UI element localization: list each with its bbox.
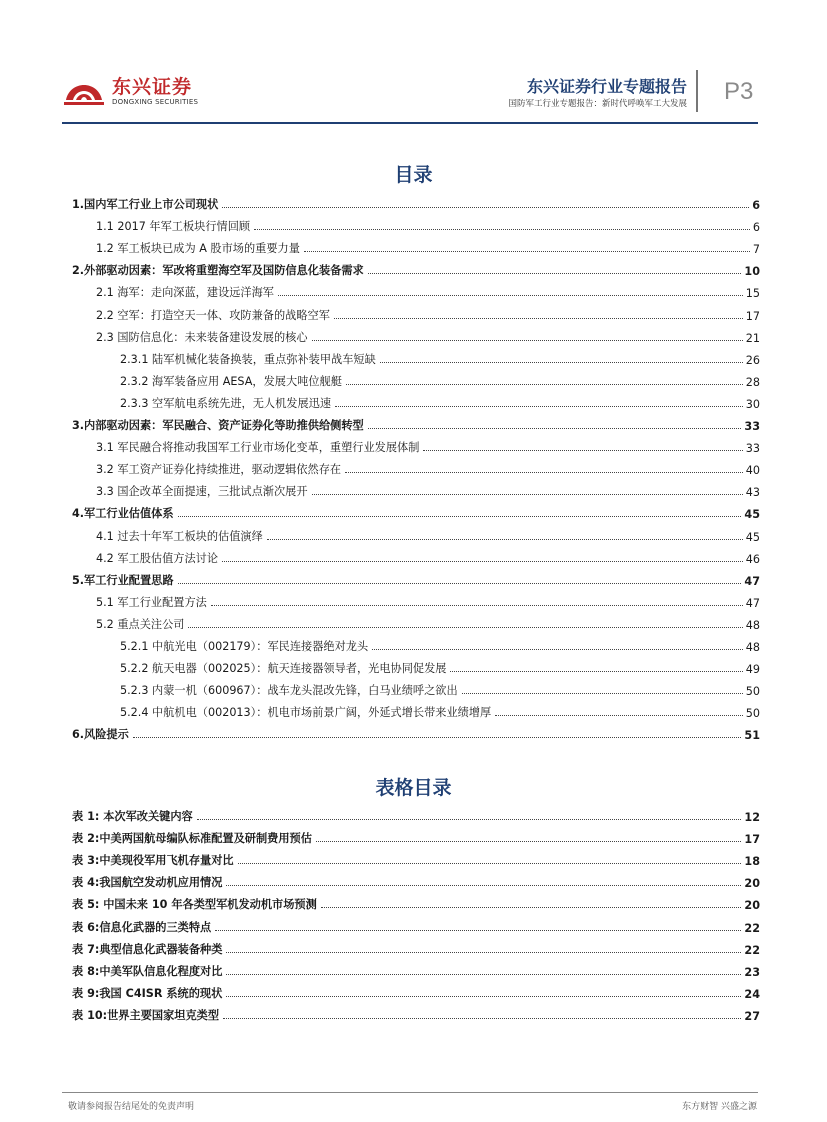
entry-title: 4.1 过去十年军工板块的估值演绎 [96,529,263,543]
dot-leader [334,317,743,319]
header-rule [62,122,758,124]
dot-leader [226,973,741,975]
table-index-title: 表格目录 [375,777,452,799]
entry-page-number: 50 [745,707,760,721]
dot-leader [321,906,742,908]
entry-page-number: 23 [744,965,760,979]
entry-page-number: 48 [745,640,760,654]
dot-leader [450,670,742,672]
dot-leader [197,818,742,820]
entry-title: 3.3 国企改革全面提速，三批试点渐次展开 [96,485,308,499]
entry-title: 1.1 2017 年军工板块行情回顾 [96,220,251,234]
footer-slogan: 东方财智 兴盛之源 [682,1102,757,1112]
entry-title: 1.国内军工行业上市公司现状 [72,198,219,212]
entry-page-number: 30 [745,397,760,411]
toc-entry[interactable] [72,234,760,256]
entry-title: 4.2 军工股估值方法讨论 [96,551,219,565]
table-index-entry[interactable] [72,824,760,846]
dot-leader [238,862,742,864]
entry-title: 5.1 军工行业配置方法 [96,595,207,609]
entry-page-number: 51 [744,729,760,743]
entry-page-number: 47 [745,596,760,610]
entry-title: 5.2.4 中航机电（002013）：机电市场前景广阔，外延式增长带来业绩增厚 [120,706,492,720]
toc-entry[interactable] [72,544,760,566]
toc-entry[interactable] [72,367,760,389]
table-index-entry[interactable] [72,890,760,912]
table-index-entry[interactable] [72,935,760,957]
dot-leader [226,951,741,953]
dot-leader [178,582,742,584]
dot-leader [222,206,749,208]
entry-title: 5.2.2 航天电器（002025）：航天连接器领导者，光电协同促发展 [120,662,447,676]
entry-title: 表 6:信息化武器的三类特点 [72,920,212,934]
dot-leader [254,228,750,230]
dot-leader [226,884,741,886]
entry-page-number: 26 [745,353,760,367]
entry-page-number: 22 [744,921,760,935]
logo-mark-icon [62,70,106,110]
dot-leader [267,538,743,540]
entry-page-number: 50 [745,685,760,699]
toc-entry[interactable] [72,300,760,322]
entry-title: 5.军工行业配置思路 [72,573,174,587]
dot-leader [215,929,741,931]
toc-title: 目录 [394,164,433,186]
entry-title: 2.2 空军：打造空天一体、攻防兼备的战略空军 [96,308,330,322]
entry-title: 2.3.2 海军装备应用 AESA，发展大吨位舰艇 [120,374,342,388]
entry-title: 表 9:我国 C4ISR 系统的现状 [72,986,223,1000]
dot-leader [178,515,742,517]
dot-leader [423,449,742,451]
toc-entry[interactable] [72,566,760,588]
dot-leader [312,493,743,495]
footer-disclaimer: 敬请参阅报告结尾处的免责声明 [68,1102,195,1112]
entry-page-number: 28 [745,375,760,389]
table-index-entry[interactable] [72,868,760,890]
entry-title: 表 5: 中国未来 10 年各类型军机发动机市场预测 [72,898,317,912]
toc-entry[interactable] [72,411,760,433]
toc-entry[interactable] [72,676,760,698]
table-index [72,802,760,1023]
toc-entry[interactable] [72,698,760,720]
entry-title: 3.内部驱动因素：军民融合、资产证券化等助推供给侧转型 [72,419,364,433]
dot-leader [222,560,743,562]
dot-leader [380,361,743,363]
dot-leader [495,714,743,716]
entry-title: 2.3.1 陆军机械化装备换装，重点弥补装甲战车短缺 [120,352,376,366]
dot-leader [372,648,743,650]
entry-title: 2.3.3 空军航电系统先进，无人机发展迅速 [120,396,332,410]
toc-entry[interactable] [72,389,760,411]
entry-page-number: 48 [745,618,760,632]
entry-page-number: 33 [744,420,760,434]
toc-entry[interactable] [72,433,760,455]
toc-entry[interactable] [72,256,760,278]
toc-entry[interactable] [72,278,760,300]
entry-title: 表 1: 本次军改关键内容 [72,810,193,824]
entry-title: 5.2.1 中航光电（002179）：军民连接器绝对龙头 [120,639,369,653]
toc-entry[interactable] [72,499,760,521]
dot-leader [188,626,742,628]
table-index-entry[interactable] [72,1001,760,1023]
entry-page-number: 10 [744,265,760,279]
table-index-entry[interactable] [72,912,760,934]
entry-page-number: 33 [745,442,760,456]
dot-leader [278,294,743,296]
dot-leader [346,383,743,385]
entry-title: 2.3 国防信息化：未来装备建设发展的核心 [96,330,308,344]
entry-page-number: 47 [744,574,760,588]
entry-page-number: 49 [745,663,760,677]
dot-leader [304,250,750,252]
report-subtitle: 国防军工行业专题报告：新时代呼唤军工大发展 [508,99,687,109]
report-title: 东兴证券行业专题报告 [526,77,687,96]
entry-page-number: 21 [745,331,760,345]
dot-leader [226,995,741,997]
entry-title: 表 2:中美两国航母编队标准配置及研制费用预估 [72,832,312,846]
toc-entry[interactable] [72,455,760,477]
entry-title: 1.2 军工板块已成为 A 股市场的重要力量 [96,242,300,256]
dot-leader [223,1017,741,1019]
entry-page-number: 6 [752,221,760,235]
dot-leader [211,604,743,606]
toc-entry[interactable] [72,212,760,234]
toc-entry[interactable] [72,323,760,345]
logo-english-name: DONGXING SECURITIES [112,98,199,106]
entry-page-number: 45 [745,530,760,544]
entry-title: 表 4:我国航空发动机应用情况 [72,876,223,890]
dot-leader [368,427,742,429]
entry-title: 4.军工行业估值体系 [72,507,174,521]
entry-title: 表 8:中美军队信息化程度对比 [72,964,223,978]
dot-leader [462,692,743,694]
entry-title: 3.2 军工资产证券化持续推进，驱动逻辑依然存在 [96,463,342,477]
entry-title: 5.2 重点关注公司 [96,617,185,631]
entry-page-number: 20 [744,877,760,891]
entry-title: 2.外部驱动因素：军改将重塑海空军及国防信息化装备需求 [72,264,364,278]
entry-page-number: 18 [744,855,760,869]
entry-page-number: 40 [745,464,760,478]
entry-page-number: 22 [744,943,760,957]
entry-page-number: 17 [745,309,760,323]
logo-chinese-name: 东兴证券 [112,76,193,98]
footer-rule [62,1092,758,1093]
entry-title: 5.2.3 内蒙一机（600967）：战车龙头混改先锋，白马业绩呼之欲出 [120,684,458,698]
table-index-entry[interactable] [72,802,760,824]
toc-entry[interactable] [72,654,760,676]
toc-entry[interactable] [72,632,760,654]
entry-page-number: 12 [744,811,760,825]
dot-leader [368,272,742,274]
toc-entry[interactable] [72,610,760,632]
toc-entry[interactable] [72,190,760,212]
entry-page-number: 7 [752,243,760,257]
entry-page-number: 17 [744,833,760,847]
entry-title: 表 7:典型信息化武器装备种类 [72,942,223,956]
toc-entry[interactable] [72,588,760,610]
entry-title: 6.风险提示 [72,728,129,742]
dot-leader [312,339,743,341]
dot-leader [133,736,742,738]
entry-title: 3.1 军民融合将推动我国军工行业市场化变革，重塑行业发展体制 [96,441,420,455]
toc-entry[interactable] [72,720,760,742]
entry-title: 表 3:中美现役军用飞机存量对比 [72,854,234,868]
header-divider [696,70,698,112]
page-header [0,0,827,130]
toc-entry[interactable] [72,477,760,499]
entry-page-number: 24 [744,987,760,1001]
dot-leader [345,471,743,473]
entry-page-number: 27 [744,1009,760,1023]
dot-leader [335,405,743,407]
table-index-entry[interactable] [72,979,760,1001]
entry-page-number: 6 [752,199,760,213]
page-number: P3 [724,78,754,105]
table-of-contents [72,190,760,742]
entry-page-number: 43 [745,486,760,500]
entry-page-number: 20 [744,899,760,913]
table-index-entry[interactable] [72,846,760,868]
entry-page-number: 46 [745,552,760,566]
table-index-entry[interactable] [72,957,760,979]
entry-title: 表 10:世界主要国家坦克类型 [72,1008,220,1022]
toc-entry[interactable] [72,521,760,543]
company-logo [62,70,212,114]
entry-page-number: 15 [745,287,760,301]
entry-title: 2.1 海军：走向深蓝，建设远洋海军 [96,286,274,300]
toc-entry[interactable] [72,345,760,367]
entry-page-number: 45 [744,508,760,522]
dot-leader [316,840,742,842]
